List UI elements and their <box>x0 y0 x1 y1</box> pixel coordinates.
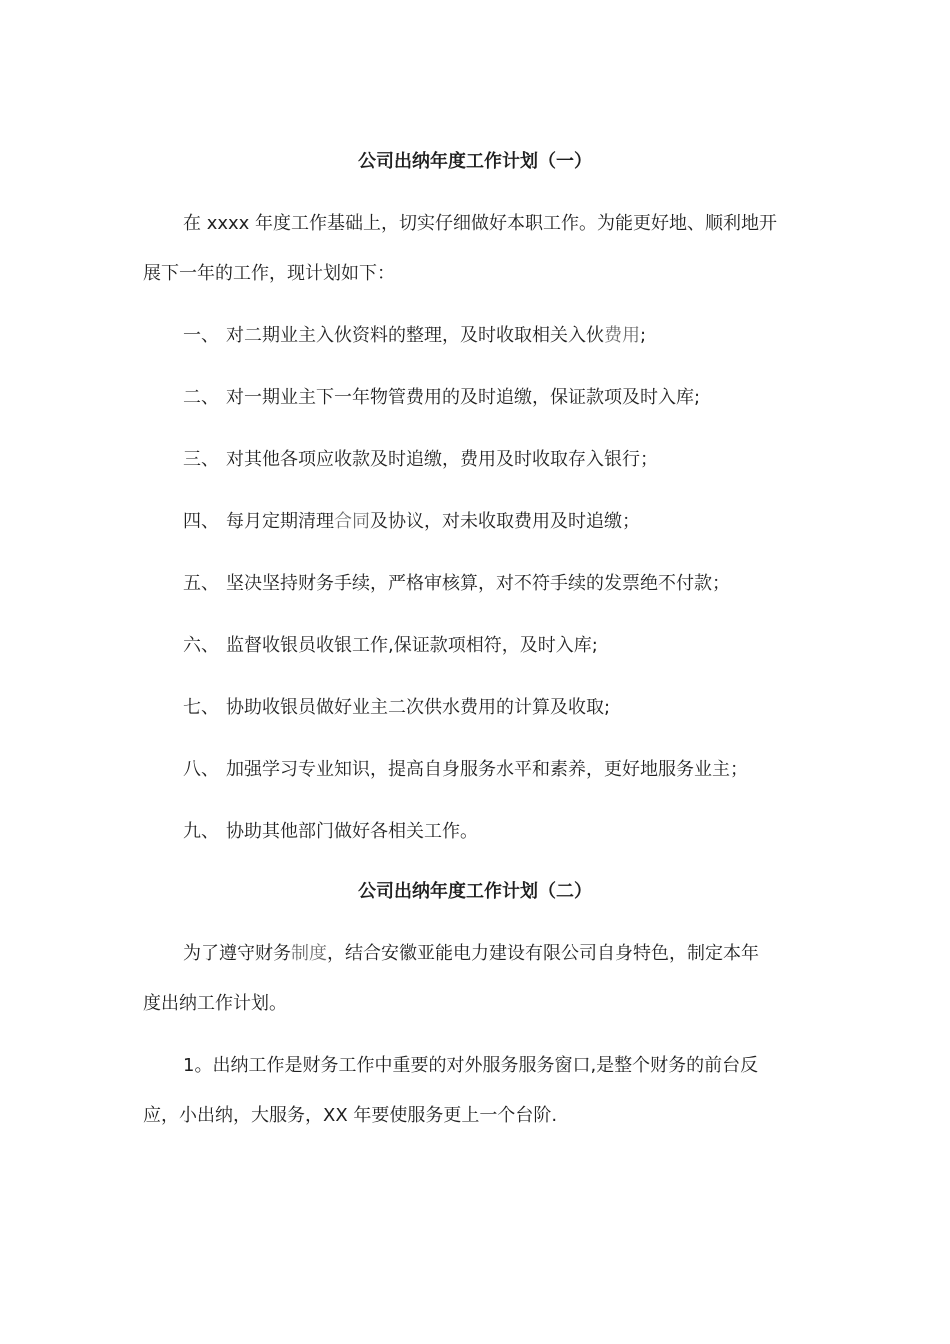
item-text: 对其他各项应收款及时追缴，费用及时收取存入银行； <box>226 449 658 470</box>
item-text: 每月定期清理 <box>226 511 334 532</box>
plan1-list-item <box>183 696 610 720</box>
intro-text: ，结合安徽亚能电力建设有限公司自身特色，制定本年 <box>327 943 759 964</box>
plan2-intro-line2: 度出纳工作计划。 <box>143 993 287 1014</box>
item-number: 四、 <box>183 511 219 532</box>
item-text: 坚决坚持财务手续，严格审核算，对不符手续的发票绝不付款； <box>226 573 730 594</box>
plan1-list-item <box>183 510 640 534</box>
item-number: 二、 <box>183 387 219 408</box>
item-text: 协助收银员做好业主二次供水费用的计算及收取; <box>226 697 611 718</box>
plan1-list-item <box>183 572 730 596</box>
item-text: 监督收银员收银工作,保证款项相符，及时入库; <box>226 635 598 656</box>
item-number: 七、 <box>183 697 219 718</box>
item-link-text: 费用 <box>604 325 640 346</box>
item-text: 对二期业主入伙资料的整理，及时收取相关入伙 <box>226 325 604 346</box>
plan1-list-item <box>183 386 700 410</box>
item-number: 八、 <box>183 759 219 780</box>
item-text: 协助其他部门做好各相关工作。 <box>226 821 478 842</box>
plan1-intro-line1: 在 xxxx 年度工作基础上，切实仔细做好本职工作。为能更好地、顺利地开 <box>183 213 778 234</box>
item-number: 九、 <box>183 821 219 842</box>
intro-link-text: 制度 <box>291 943 327 964</box>
plan1-list-item <box>183 448 658 472</box>
plan1-list-item <box>183 820 478 844</box>
plan2-point1-line2: 应，小出纳，大服务，XX 年要使服务更上一个台阶. <box>143 1105 558 1126</box>
plan1-list-item <box>183 634 598 658</box>
item-text: 加强学习专业知识，提高自身服务水平和素养，更好地服务业主； <box>226 759 748 780</box>
plan1-intro-line2: 展下一年的工作，现计划如下： <box>143 263 395 284</box>
item-tail: 及协议，对未收取费用及时追缴； <box>370 511 640 532</box>
item-link-text: 合同 <box>334 511 370 532</box>
item-number: 五、 <box>183 573 219 594</box>
plan1-list-item <box>183 758 748 782</box>
item-number: 一、 <box>183 325 219 346</box>
item-tail: ; <box>640 325 647 346</box>
item-number: 六、 <box>183 635 219 656</box>
intro-text: 为了遵守财务 <box>183 943 291 964</box>
plan1-title: 公司出纳年度工作计划（一） <box>358 151 592 172</box>
plan2-title: 公司出纳年度工作计划（二） <box>358 881 592 902</box>
item-text: 对一期业主下一年物管费用的及时追缴，保证款项及时入库; <box>226 387 701 408</box>
plan1-list-item <box>183 324 646 348</box>
item-number: 三、 <box>183 449 219 470</box>
plan2-intro-line1 <box>183 942 759 966</box>
plan2-point1-line1: 1。出纳工作是财务工作中重要的对外服务服务窗口,是整个财务的前台反 <box>183 1055 759 1076</box>
